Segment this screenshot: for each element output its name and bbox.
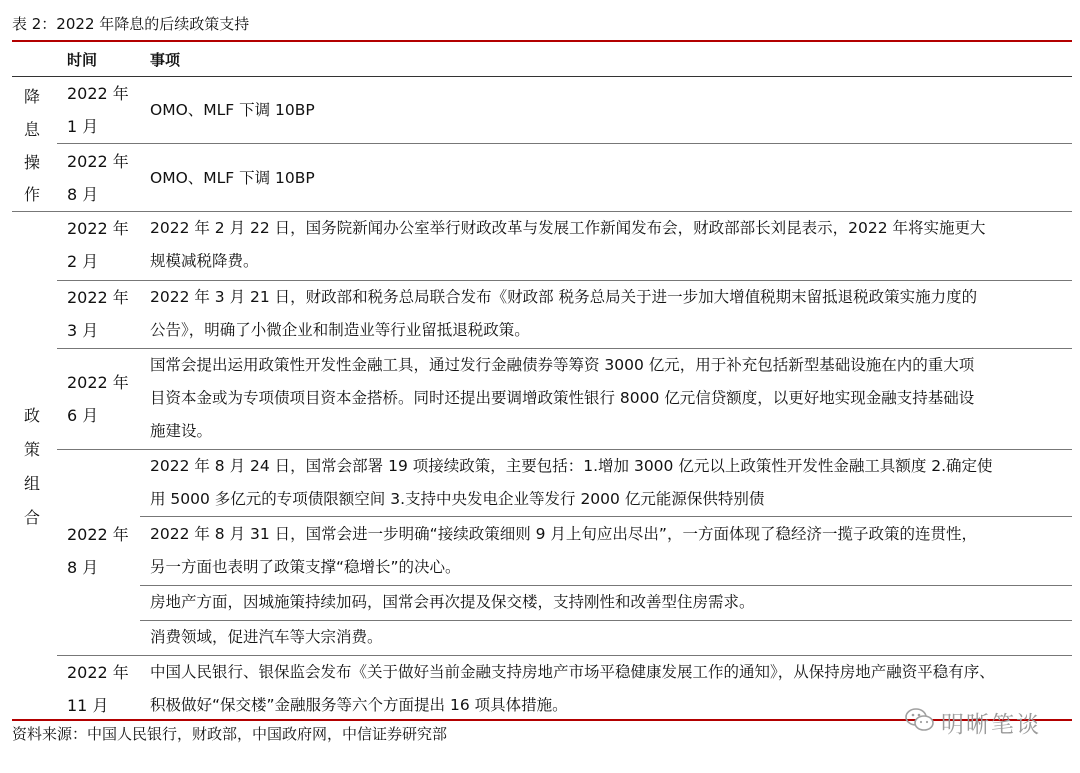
row-date <box>67 366 137 432</box>
text-line: 用 5000 多亿元的专项债限额空间 3.支持中央发电企业等发行 2000 亿元能源保供特别债 <box>150 490 765 508</box>
row-text <box>150 349 1065 448</box>
row-date <box>67 281 137 347</box>
source-note: 资料来源：中国人民银行，财政部，中国政府网，中信证券研究部 <box>12 725 448 743</box>
row-text <box>150 586 1065 619</box>
category-char: 降 <box>23 87 40 106</box>
date-month: 1 月 <box>67 117 99 136</box>
row-text <box>150 94 1065 127</box>
date-year: 2022 年 <box>67 663 129 682</box>
text-line: 2022 年 3 月 21 日，财政部和税务总局联合发布《财政部 税务总局关于进一步加大增值税期末留抵退税政策实施力度的 <box>150 288 978 306</box>
category-char: 组 <box>23 474 40 493</box>
row-date <box>67 145 137 211</box>
date-year: 2022 年 <box>67 525 129 544</box>
text-line: 施建设。 <box>150 422 213 440</box>
row-text <box>150 162 1065 195</box>
text-line: 另一方面也表明了政策支撑“稳增长”的决心。 <box>150 558 461 576</box>
text-line: 2022 年 8 月 24 日，国常会部署 19 项接续政策，主要包括：1.增加 3000 亿元以上政策性开发性金融工具额度 2.确定使 <box>150 457 993 475</box>
date-month: 11 月 <box>67 696 109 715</box>
category-char: 息 <box>23 120 40 139</box>
watermark-text: 明晰笔谈 <box>941 712 1041 738</box>
category-char: 合 <box>23 508 40 527</box>
date-month: 2 月 <box>67 252 99 271</box>
header-time: 时间 <box>67 51 98 69</box>
text-line: 公告》，明确了小微企业和制造业等行业留抵退税政策。 <box>150 321 530 339</box>
row-text <box>150 450 1065 516</box>
sub-row-divider <box>140 516 1072 517</box>
date-month: 6 月 <box>67 406 99 425</box>
category-char: 作 <box>23 185 40 204</box>
date-year: 2022 年 <box>67 288 129 307</box>
text-line: 房地产方面，因城施策持续加码，国常会再次提及保交楼，支持刚性和改善型住房需求。 <box>150 593 755 611</box>
date-year: 2022 年 <box>67 152 129 171</box>
text-line: 目资本金或为专项债项目资本金搭桥。同时还提出要调增政策性银行 8000 亿元信贷额度，以更好地实现金融支持基础设 <box>150 389 975 407</box>
wechat-icon <box>905 707 935 739</box>
text-line: 2022 年 8 月 31 日，国常会进一步明确“接续政策细则 9 月上旬应出尽出”，一方面体现了稳经济一揽子政策的连贯性， <box>150 525 977 543</box>
row-text <box>150 281 1065 347</box>
text-line: 国常会提出运用政策性开发性金融工具，通过发行金融债券等筹资 3000 亿元，用于补充包括新型基础设施在内的重大项 <box>150 356 975 374</box>
text-line: 积极做好“保交楼”金融服务等六个方面提出 16 项具体措施。 <box>150 696 568 714</box>
text-line: 中国人民银行、银保监会发布《关于做好当前金融支持房地产市场平稳健康发展工作的通知》，从保持房地产融资平稳有序、 <box>150 663 995 681</box>
row-date <box>67 212 137 278</box>
row-date <box>67 77 137 143</box>
text-line: OMO、MLF 下调 10BP <box>150 101 315 119</box>
row-date <box>67 518 137 584</box>
header-item: 事项 <box>150 51 181 69</box>
watermark <box>905 706 1041 739</box>
row-text <box>150 621 1065 654</box>
table-caption: 表 2：2022 年降息的后续政策支持 <box>12 15 250 33</box>
text-line: 消费领域，促进汽车等大宗消费。 <box>150 628 383 646</box>
date-year: 2022 年 <box>67 373 129 392</box>
text-line: OMO、MLF 下调 10BP <box>150 169 315 187</box>
date-month: 8 月 <box>67 558 99 577</box>
category-char: 操 <box>23 153 40 172</box>
row-date <box>67 656 137 722</box>
text-line: 2022 年 2 月 22 日，国务院新闻办公室举行财政改革与发展工作新闻发布会，财政部部长刘昆表示，2022 年将实施更大 <box>150 219 986 237</box>
row-text <box>150 518 1065 584</box>
date-year: 2022 年 <box>67 84 129 103</box>
top-rule <box>12 40 1072 42</box>
date-month: 3 月 <box>67 321 99 340</box>
date-month: 8 月 <box>67 185 99 204</box>
header-rule <box>12 76 1072 77</box>
category-char: 政 <box>23 406 40 425</box>
date-year: 2022 年 <box>67 219 129 238</box>
text-line: 规模减税降费。 <box>150 252 259 270</box>
category-char: 策 <box>23 440 40 459</box>
row-text <box>150 212 1065 278</box>
row-divider <box>57 143 1072 144</box>
